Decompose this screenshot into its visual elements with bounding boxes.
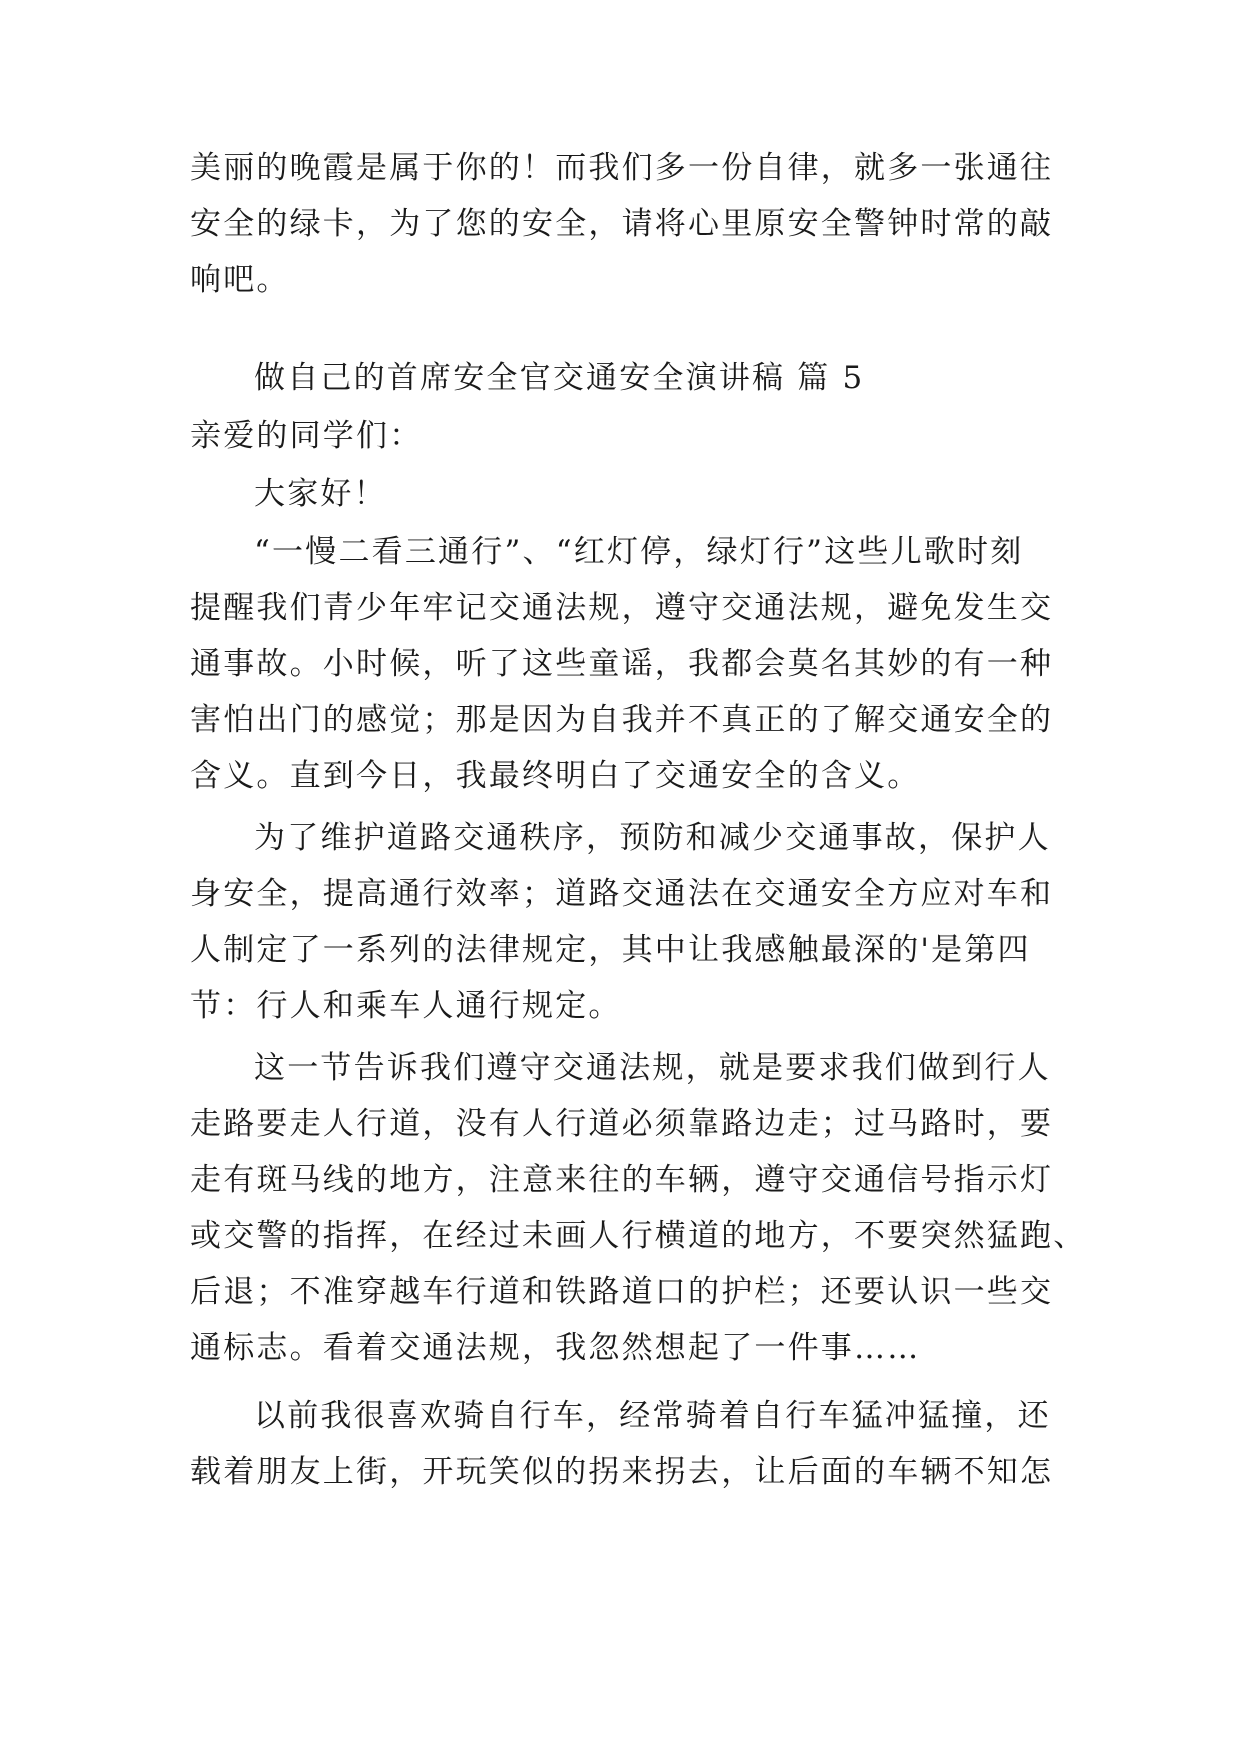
salutation	[190, 408, 1060, 464]
paragraph-line: 害怕出门的感觉；那是因为自我并不真正的了解交通安全的	[190, 702, 1054, 738]
paragraph-1	[190, 524, 1060, 804]
paragraph-line: 或交警的指挥，在经过未画人行横道的地方，不要突然猛跑、	[190, 1218, 1087, 1254]
salutation-text: 亲爱的同学们：	[190, 418, 423, 454]
previous-paragraph	[190, 140, 1060, 308]
paragraph-2	[190, 810, 1060, 1034]
paragraph-line: 为了维护道路交通秩序，预防和减少交通事故，保护人	[254, 820, 1051, 856]
paragraph-line: 响吧。	[190, 262, 290, 298]
paragraph-line: 人制定了一系列的法律规定，其中让我感触最深的'是第四	[190, 932, 1031, 968]
paragraph-line: 以前我很喜欢骑自行车，经常骑着自行车猛冲猛撞，还	[254, 1398, 1051, 1434]
paragraph-line: 安全的绿卡，为了您的安全，请将心里原安全警钟时常的敲	[190, 206, 1054, 242]
paragraph-line: 通事故。小时候，听了这些童谣，我都会莫名其妙的有一种	[190, 646, 1054, 682]
paragraph-line: 载着朋友上街，开玩笑似的拐来拐去，让后面的车辆不知怎	[190, 1454, 1054, 1490]
paragraph-line: 走有斑马线的地方，注意来往的车辆，遵守交通信号指示灯	[190, 1162, 1054, 1198]
paragraph-line: 这一节告诉我们遵守交通法规，就是要求我们做到行人	[254, 1050, 1051, 1086]
paragraph-4	[190, 1388, 1060, 1500]
paragraph-line: 身安全，提高通行效率；道路交通法在交通安全方应对车和	[190, 876, 1054, 912]
section-title-text: 做自己的首席安全官交通安全演讲稿 篇 5	[254, 360, 865, 396]
paragraph-line: 节：行人和乘车人通行规定。	[190, 988, 622, 1024]
section-title	[190, 350, 1060, 406]
paragraph-line: 走路要走人行道，没有人行道必须靠路边走；过马路时，要	[190, 1106, 1054, 1142]
paragraph-line: “一慢二看三通行”、“红灯停，绿灯行”这些儿歌时刻	[254, 534, 1024, 570]
paragraph-3	[190, 1040, 1087, 1376]
greeting	[190, 466, 1060, 522]
paragraph-line: 美丽的晚霞是属于你的！而我们多一份自律，就多一张通往	[190, 150, 1054, 186]
paragraph-line: 含义。直到今日，我最终明白了交通安全的含义。	[190, 758, 921, 794]
greeting-text: 大家好！	[254, 476, 387, 512]
paragraph-line: 后退；不准穿越车行道和铁路道口的护栏；还要认识一些交	[190, 1274, 1054, 1310]
paragraph-line: 通标志。看着交通法规，我忽然想起了一件事……	[190, 1330, 921, 1366]
paragraph-line: 提醒我们青少年牢记交通法规，遵守交通法规，避免发生交	[190, 590, 1054, 626]
